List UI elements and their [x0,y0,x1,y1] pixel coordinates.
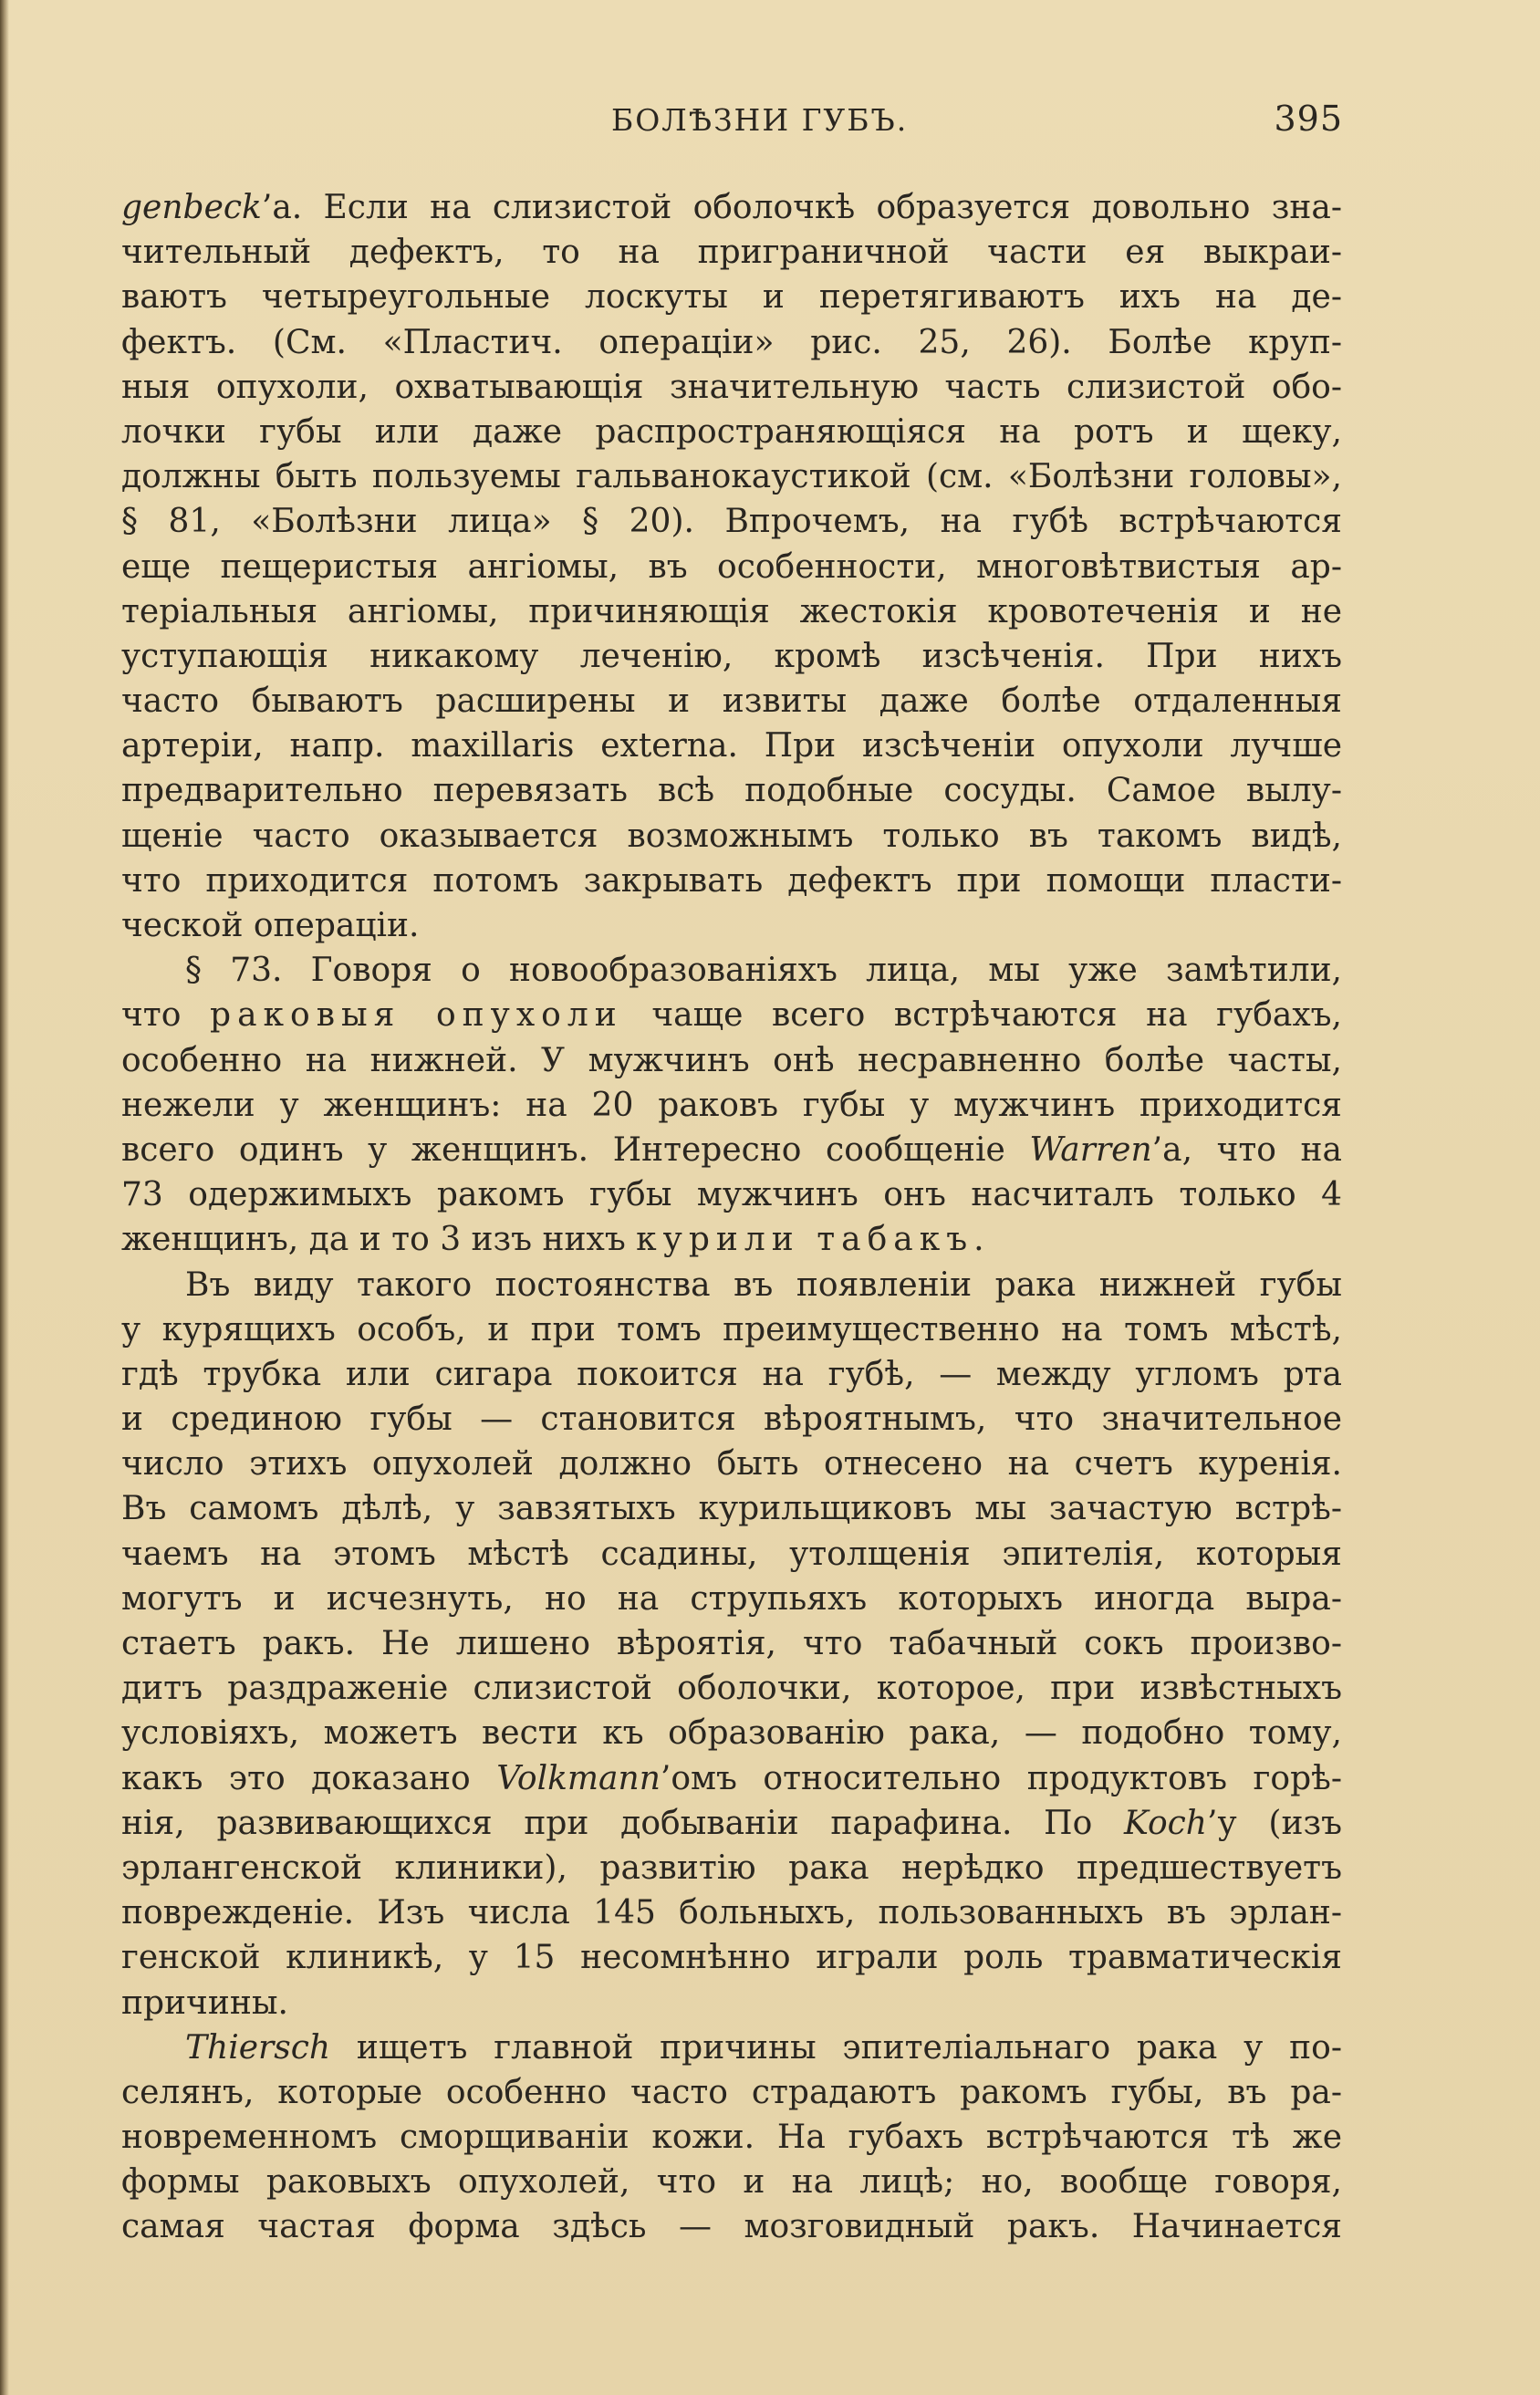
text-run: ’а, что на [1151,1130,1342,1169]
text-line [121,1935,1342,1980]
text-line [121,1981,1342,2025]
text-run: дитъ раздраженіе слизистой оболочки, которое, при извѣстныхъ [121,1670,1342,1708]
text-line [121,1307,1342,1352]
text-run: условіяхъ, можетъ вести къ образованію рака, — подобно тому, [121,1714,1342,1753]
text-line [121,1801,1342,1846]
text-run: ищетъ главной причины эпителіальнаго рака у по- [330,2028,1342,2067]
text-line [121,1442,1342,1486]
text-run: чительный дефектъ, то на приграничной части ея выкраи- [121,234,1342,272]
text-run: у курящихъ особъ, и при томъ преимущественно на томъ мѣстѣ, [121,1310,1342,1348]
text-run: поврежденіе. Изъ числа 145 больныхъ, пользованныхъ въ эрлан- [121,1894,1342,1932]
text-run: ческой операціи. [121,907,420,944]
text-run: ’у (изъ [1207,1804,1342,1842]
text-run: Въ виду такого постоянства въ появленіи рака нижней губы [185,1265,1342,1304]
italic-name: genbeck [121,189,262,226]
text-run: должны быть пользуемы гальванокаустикой (см. «Болѣзни головы», [121,458,1342,496]
text-run: и срединою губы — становится вѣроятнымъ, что значительное [121,1401,1342,1439]
text-line [121,768,1342,813]
text-run: число этихъ опухолей должно быть отнесено на счетъ куренія. [121,1445,1342,1484]
text-run: § 73. Говоря о новообразованіяхъ лица, мы уже замѣтили, [185,952,1342,990]
text-run: артеріи, напр. maxillaris externa. При изсѣченіи опухоли лучше [121,727,1342,765]
text-line [121,1083,1342,1128]
emphasis-text: раковыя опухоли [210,996,623,1035]
text-line [121,814,1342,859]
text-run: § 81, «Болѣзни лица» § 20). Впрочемъ, на губѣ встрѣчаются [121,503,1342,541]
text-line [121,1038,1342,1083]
text-run: чаще всего встрѣчаются на губахъ, [622,996,1342,1035]
text-run: эрлангенской клиники), развитію рака нерѣдко предшествуетъ [121,1848,1342,1887]
text-run: ’а. Если на слизистой оболочкѣ образуется довольно зна- [261,189,1342,226]
text-line [121,724,1342,768]
text-line [121,859,1342,903]
text-line [121,365,1342,410]
text-line [121,1397,1342,1442]
text-run: женщинъ, да и то 3 изъ нихъ [121,1221,637,1259]
text-run: уступающія никакому леченію, кромѣ изсѣченія. При нихъ [121,637,1342,675]
italic-name: Koch [1124,1804,1207,1842]
text-run: теріальныя ангіомы, причиняющія жестокія кровотеченія и не [121,592,1342,630]
text-run: чаемъ на этомъ мѣстѣ ссадины, утолщенія эпителія, которыя [121,1535,1342,1573]
text-run: часто бываютъ расширены и извиты даже болѣе отдаленныя [121,682,1342,721]
text-run: что [121,996,211,1035]
text-line [121,1263,1342,1307]
text-line [121,410,1342,454]
text-line [121,2025,1342,2070]
text-line [121,1666,1342,1711]
text-line [121,2115,1342,2160]
text-line [121,1172,1342,1217]
italic-name: Volkmann [496,1759,661,1797]
emphasis-text: курили табакъ [636,1221,974,1259]
text-run: щеніе часто оказывается возможнымъ только въ такомъ видѣ, [121,817,1342,855]
text-line [121,454,1342,499]
text-line [121,545,1342,589]
text-run: ’омъ относительно продуктовъ горѣ- [660,1759,1342,1797]
text-run: предварительно перевязать всѣ подобные сосуды. Самое вылу- [121,772,1342,810]
text-run: гдѣ трубка или сигара покоится на губѣ, — между угломъ рта [121,1355,1342,1393]
body-text [121,185,1342,2250]
text-run: причины. [121,1984,288,2022]
text-line [121,1621,1342,1666]
text-line [121,1577,1342,1621]
binding-shadow [0,0,9,2395]
text-run: 73 одержимыхъ ракомъ губы мужчинъ онъ насчиталъ только 4 [121,1176,1342,1214]
text-run: ныя опухоли, охватывающія значительную часть слизистой обо- [121,368,1342,406]
text-line [121,320,1342,365]
text-line [121,230,1342,275]
text-line [121,1352,1342,1397]
text-line [121,1711,1342,1755]
text-line [121,1846,1342,1890]
text-run: формы раковыхъ опухолей, что и на лицѣ; но, вообще говоря, [121,2163,1342,2202]
text-line [121,499,1342,544]
text-line [121,1890,1342,1935]
text-line [121,2070,1342,2115]
text-line [121,1217,1342,1262]
italic-name: Warren [1029,1130,1152,1169]
text-run: самая частая форма здѣсь — мозговидный ракъ. Начинается [121,2208,1342,2246]
italic-name: Thiersch [185,2028,331,2067]
text-run: Въ самомъ дѣлѣ, у завзятыхъ курильщиковъ мы зачастую встрѣ- [121,1490,1342,1528]
text-run: что приходится потомъ закрывать дефектъ при помощи пласти- [121,861,1342,900]
text-line [121,993,1342,1037]
text-run: селянъ, которые особенно часто страдаютъ ракомъ губы, въ ра- [121,2073,1342,2111]
text-line [121,679,1342,724]
text-run: нежели у женщинъ: на 20 раковъ губы у мужчинъ приходится [121,1086,1342,1124]
text-line [121,275,1342,319]
text-run: . [973,1221,984,1259]
text-run: ваютъ четыреугольные лоскуты и перетягиваютъ ихъ на де- [121,278,1342,317]
text-line [121,2160,1342,2204]
text-line [121,1128,1342,1172]
text-run: всего одинъ у женщинъ. Интересно сообщеніе [121,1130,1030,1169]
text-run: нія, развивающихся при добываніи парафина. По [121,1804,1125,1842]
text-run: лочки губы или даже распространяющіяся на ротъ и щеку, [121,412,1342,451]
text-run: стаетъ ракъ. Не лишено вѣроятія, что табачный сокъ произво- [121,1625,1342,1662]
text-line [121,1756,1342,1801]
text-line [121,2204,1342,2249]
text-run: могутъ и исчезнуть, но на струпьяхъ которыхъ иногда выра- [121,1579,1342,1618]
running-title: БОЛѢЗНИ ГУБЪ. [611,102,909,138]
text-line [121,634,1342,679]
text-run: новременномъ сморщиваніи кожи. На губахъ встрѣчаются тѣ же [121,2119,1342,2157]
text-run: какъ это доказано [121,1759,497,1797]
page-number: 395 [1274,99,1343,139]
text-line [121,948,1342,993]
text-run: особенно на нижней. У мужчинъ онѣ несравненно болѣе часты, [121,1041,1342,1079]
text-line [121,1486,1342,1531]
text-line [121,1532,1342,1577]
text-run: генской клиникѣ, у 15 несомнѣнно играли роль травматическія [121,1939,1342,1977]
text-line [121,185,1342,230]
text-line [121,589,1342,634]
text-line [121,903,1342,948]
text-run: еще пещеристыя ангіомы, въ особенности, многовѣтвистыя ар- [121,547,1342,586]
text-run: фектъ. (См. «Пластич. операціи» рис. 25, 26). Болѣе круп- [121,323,1342,361]
running-head [0,99,1540,148]
